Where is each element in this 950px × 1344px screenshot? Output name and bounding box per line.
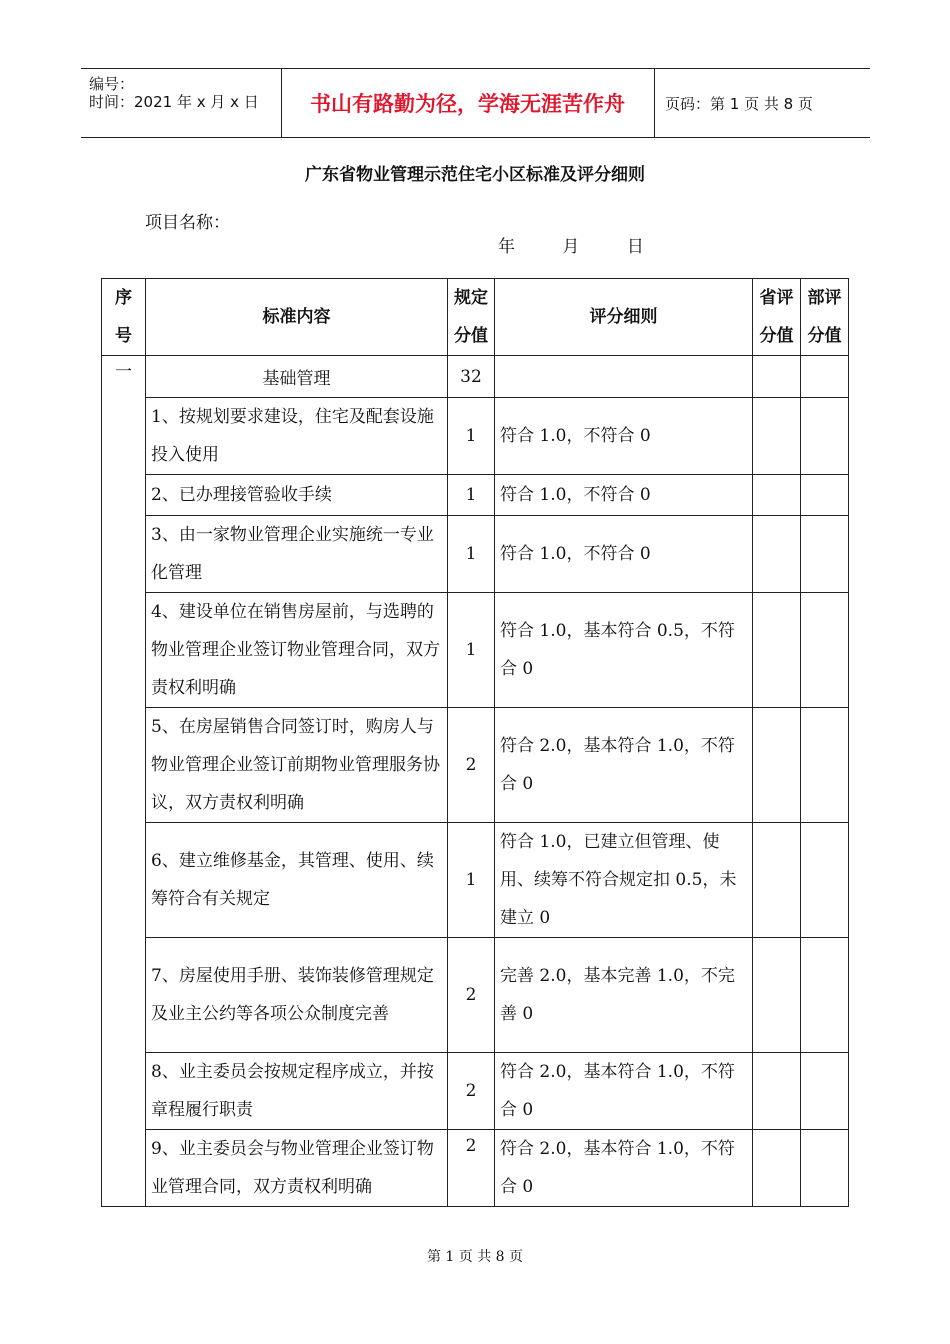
table-row [102,1130,849,1207]
row-province-score[interactable] [753,823,801,938]
row-dept-score[interactable] [801,708,849,823]
section-detail [495,356,753,398]
row-content: 4、建设单位在销售房屋前，与选聘的物业管理企业签订物业管理合同，双方责权利明确 [146,593,448,708]
row-detail: 符合 1.0，不符合 0 [495,516,753,593]
document-title: 广东省物业管理示范住宅小区标准及评分细则 [305,165,645,185]
table-header-row [102,279,849,356]
section-province-score[interactable] [753,356,801,398]
table-row [102,938,849,1053]
project-name-label: 项目名称： [145,213,230,233]
row-detail: 符合 1.0，基本符合 0.5，不符合 0 [495,593,753,708]
row-dept-score[interactable] [801,475,849,516]
header-content: 标准内容 [146,279,448,356]
row-score: 1 [448,593,495,708]
row-detail: 符合 2.0，基本符合 1.0，不符合 0 [495,1130,753,1207]
row-score: 2 [448,1053,495,1130]
header-meta [81,69,282,137]
row-score: 1 [448,475,495,516]
row-detail: 完善 2.0，基本完善 1.0，不完善 0 [495,938,753,1053]
row-content: 9、业主委员会与物业管理企业签订物业管理合同，双方责权利明确 [146,1130,448,1207]
date-line [498,232,686,257]
row-content: 6、建立维修基金，其管理、使用、续筹符合有关规定 [146,823,448,938]
row-score: 1 [448,398,495,475]
row-province-score[interactable] [753,398,801,475]
row-content: 1、按规划要求建设，住宅及配套设施投入使用 [146,398,448,475]
row-province-score[interactable] [753,593,801,708]
section-name: 基础管理 [146,356,448,398]
row-score: 2 [448,708,495,823]
table-row [102,516,849,593]
document-time-label: 时间：2021 年 x 月 x 日 [89,93,259,111]
row-content: 8、业主委员会按规定程序成立，并按章程履行职责 [146,1053,448,1130]
section-score: 32 [448,356,495,398]
row-dept-score[interactable] [801,516,849,593]
row-province-score[interactable] [753,475,801,516]
date-month: 月 [562,237,580,257]
row-detail: 符合 1.0，已建立但管理、使用、续筹不符合规定扣 0.5，未建立 0 [495,823,753,938]
row-content: 3、由一家物业管理企业实施统一专业化管理 [146,516,448,593]
header-motto: 书山有路勤为径，学海无涯苦作舟 [281,69,655,137]
header-province-score: 省评分值 [753,279,801,356]
row-dept-score[interactable] [801,398,849,475]
row-score: 1 [448,823,495,938]
scoring-table [101,278,849,1207]
header-seq: 序号 [102,279,146,356]
date-year: 年 [498,237,515,257]
row-province-score[interactable] [753,516,801,593]
row-detail: 符合 1.0，不符合 0 [495,398,753,475]
page-header [81,68,870,138]
row-content: 7、房屋使用手册、装饰装修管理规定及业主公约等各项公众制度完善 [146,938,448,1053]
row-content: 5、在房屋销售合同签订时，购房人与物业管理企业签订前期物业管理服务协议，双方责权利明确 [146,708,448,823]
row-province-score[interactable] [753,1130,801,1207]
table-row [102,708,849,823]
row-dept-score[interactable] [801,823,849,938]
row-score: 1 [448,516,495,593]
header-dept-score: 部评分值 [801,279,849,356]
row-content: 2、已办理接管验收手续 [146,475,448,516]
document-number-label: 编号： [89,75,135,93]
row-dept-score[interactable] [801,1053,849,1130]
row-dept-score[interactable] [801,1130,849,1207]
page-footer: 第 1 页 共 8 页 [426,1249,524,1265]
section-seq: 一 [102,356,146,1207]
section-dept-score[interactable] [801,356,849,398]
table-row [102,1053,849,1130]
row-dept-score[interactable] [801,938,849,1053]
row-detail: 符合 2.0，基本符合 1.0，不符合 0 [495,708,753,823]
row-dept-score[interactable] [801,593,849,708]
header-score: 规定分值 [448,279,495,356]
table-row [102,475,849,516]
table-row [102,823,849,938]
header-detail: 评分细则 [495,279,753,356]
row-detail: 符合 2.0，基本符合 1.0，不符合 0 [495,1053,753,1130]
table-row [102,398,849,475]
section-row [102,356,849,398]
date-day: 日 [626,237,644,257]
header-page-info: 页码：第 1 页 共 8 页 [665,94,813,113]
row-detail: 符合 1.0，不符合 0 [495,475,753,516]
table-row [102,593,849,708]
row-score: 2 [448,1130,495,1207]
row-score: 2 [448,938,495,1053]
row-province-score[interactable] [753,938,801,1053]
row-province-score[interactable] [753,708,801,823]
row-province-score[interactable] [753,1053,801,1130]
